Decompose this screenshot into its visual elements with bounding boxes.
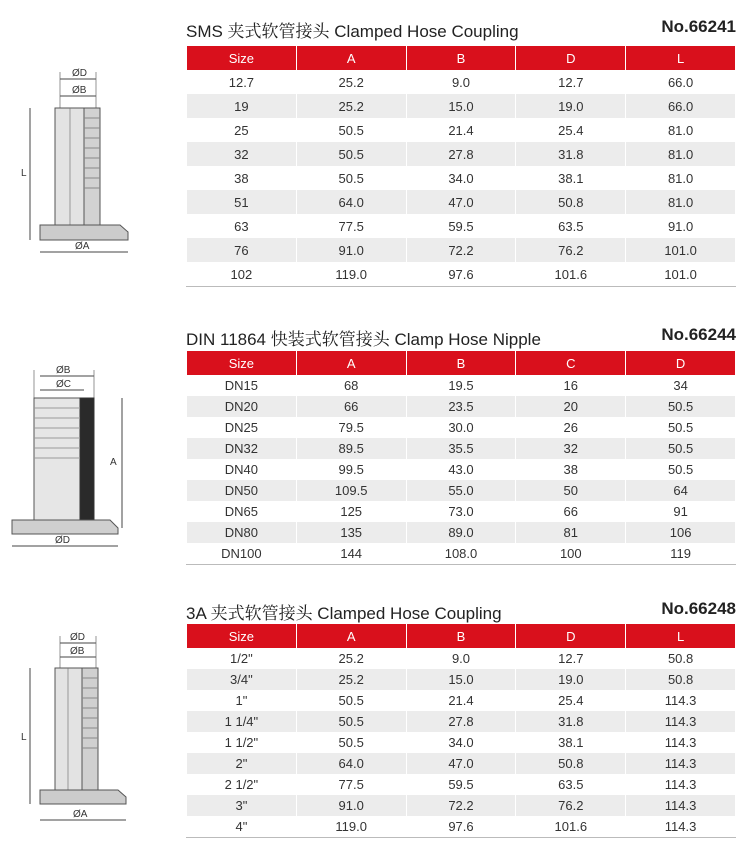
col-header: Size (187, 351, 297, 375)
col-header: B (406, 624, 516, 648)
table-cell: 50.8 (626, 669, 736, 690)
section-title-row (186, 322, 736, 348)
table-cell: 50.5 (296, 732, 406, 753)
col-header: A (296, 46, 406, 70)
table-cell: 9.0 (406, 70, 516, 94)
table-row (187, 375, 736, 396)
table-cell: 38 (516, 459, 626, 480)
table-cell: 114.3 (626, 816, 736, 838)
dim-label-top2: ØB (72, 85, 87, 96)
table-header-row (187, 624, 736, 648)
table-cell: 38.1 (516, 732, 626, 753)
table-row (187, 142, 736, 166)
col-header: D (516, 624, 626, 648)
table-cell: 15.0 (406, 94, 516, 118)
table-cell: 26 (516, 417, 626, 438)
table-cell: 12.7 (516, 648, 626, 669)
table-cell: 4" (187, 816, 297, 838)
table-cell: 135 (296, 522, 406, 543)
table-cell: 1 1/2" (187, 732, 297, 753)
col-header: D (516, 46, 626, 70)
table-cell: 81.0 (626, 190, 736, 214)
table-cell: 25.2 (296, 94, 406, 118)
table-cell: 21.4 (406, 690, 516, 711)
table-cell: 79.5 (296, 417, 406, 438)
table-cell: 114.3 (626, 774, 736, 795)
table-cell: DN80 (187, 522, 297, 543)
table-row (187, 238, 736, 262)
table-row (187, 501, 736, 522)
table-cell: 50.5 (296, 711, 406, 732)
table-cell: 114.3 (626, 795, 736, 816)
table-cell: 77.5 (296, 214, 406, 238)
table-cell: 30.0 (406, 417, 516, 438)
table-row (187, 459, 736, 480)
table-cell: 91.0 (296, 795, 406, 816)
3a-coupling-drawing (0, 0, 180, 867)
table-row (187, 190, 736, 214)
table-row (187, 166, 736, 190)
table-cell: 102 (187, 262, 297, 287)
dim-label-bottom: ØA (75, 241, 90, 252)
col-header: Size (187, 46, 297, 70)
table-row (187, 711, 736, 732)
table-cell: 34.0 (406, 166, 516, 190)
dim-label-bottom: ØA (73, 809, 88, 820)
table-cell: 25.2 (296, 648, 406, 669)
table-cell: 114.3 (626, 732, 736, 753)
table-row (187, 94, 736, 118)
table-cell: 77.5 (296, 774, 406, 795)
spec-table (186, 624, 736, 838)
table-cell: 114.3 (626, 690, 736, 711)
dim-label-side: L (21, 168, 27, 179)
table-cell: 19.5 (406, 375, 516, 396)
table-cell: 108.0 (406, 543, 516, 565)
table-cell: 3/4" (187, 669, 297, 690)
dim-label-top1: ØD (70, 632, 85, 643)
table-cell: 25.4 (516, 690, 626, 711)
table-cell: 64.0 (296, 753, 406, 774)
table-cell: 97.6 (406, 816, 516, 838)
table-cell: 19 (187, 94, 297, 118)
table-cell: 109.5 (296, 480, 406, 501)
table-cell: 100 (516, 543, 626, 565)
table-cell: 66.0 (626, 70, 736, 94)
table-cell: 50.5 (626, 396, 736, 417)
table-row (187, 417, 736, 438)
table-cell: 19.0 (516, 94, 626, 118)
dim-label-top2: ØC (56, 379, 71, 390)
table-cell: 81.0 (626, 142, 736, 166)
col-header: L (626, 46, 736, 70)
table-cell: 76.2 (516, 238, 626, 262)
table-row (187, 732, 736, 753)
table-cell: 89.5 (296, 438, 406, 459)
table-header-row (187, 351, 736, 375)
table-cell: 38 (187, 166, 297, 190)
section-title-row (186, 596, 736, 622)
table-cell: 97.6 (406, 262, 516, 287)
table-cell: 101.0 (626, 262, 736, 287)
table-cell: 1/2" (187, 648, 297, 669)
table-cell: 2 1/2" (187, 774, 297, 795)
table-cell: 81 (516, 522, 626, 543)
spec-table (186, 46, 736, 287)
table-cell: 63 (187, 214, 297, 238)
table-header-row (187, 46, 736, 70)
col-header: B (406, 46, 516, 70)
table-cell: 66.0 (626, 94, 736, 118)
table-cell: 76.2 (516, 795, 626, 816)
table-cell: DN50 (187, 480, 297, 501)
table-cell: DN20 (187, 396, 297, 417)
table-cell: 114.3 (626, 753, 736, 774)
table-cell: 27.8 (406, 711, 516, 732)
table-row (187, 816, 736, 838)
table-cell: 66 (296, 396, 406, 417)
table-row (187, 669, 736, 690)
table-cell: 144 (296, 543, 406, 565)
table-cell: DN32 (187, 438, 297, 459)
table-row (187, 795, 736, 816)
table-cell: 63.5 (516, 774, 626, 795)
table-cell: 23.5 (406, 396, 516, 417)
col-header: D (626, 351, 736, 375)
table-cell: 21.4 (406, 118, 516, 142)
product-number: No.66241 (661, 17, 736, 36)
table-cell: 81.0 (626, 166, 736, 190)
table-row (187, 214, 736, 238)
col-header: Size (187, 624, 297, 648)
table-cell: 16 (516, 375, 626, 396)
table-cell: 25 (187, 118, 297, 142)
table-cell: 25.2 (296, 669, 406, 690)
table-cell: 1 1/4" (187, 711, 297, 732)
dim-label-side: L (21, 732, 27, 743)
table-cell: 50.5 (296, 690, 406, 711)
table-row (187, 480, 736, 501)
table-cell: 76 (187, 238, 297, 262)
table-cell: 89.0 (406, 522, 516, 543)
dim-label-top1: ØB (56, 365, 71, 376)
dim-label-bottom: ØD (55, 535, 70, 546)
table-cell: 72.2 (406, 238, 516, 262)
section-title: SMS 夹式软管接头 Clamped Hose Coupling (186, 22, 519, 41)
col-header: A (296, 624, 406, 648)
table-cell: 25.4 (516, 118, 626, 142)
table-cell: DN25 (187, 417, 297, 438)
spec-table (186, 351, 736, 565)
col-header: L (626, 624, 736, 648)
table-cell: 59.5 (406, 774, 516, 795)
table-cell: 34 (626, 375, 736, 396)
table-cell: 101.6 (516, 816, 626, 838)
table-cell: 50 (516, 480, 626, 501)
table-cell: 50.8 (516, 753, 626, 774)
table-cell: 99.5 (296, 459, 406, 480)
dim-label-top1: ØD (72, 68, 87, 79)
table-cell: 25.2 (296, 70, 406, 94)
table-row (187, 774, 736, 795)
table-cell: 68 (296, 375, 406, 396)
table-cell: 15.0 (406, 669, 516, 690)
table-row (187, 438, 736, 459)
table-cell: 114.3 (626, 711, 736, 732)
table-cell: 2" (187, 753, 297, 774)
table-cell: 50.5 (296, 118, 406, 142)
table-cell: 101.6 (516, 262, 626, 287)
col-header: B (406, 351, 516, 375)
section-title-row (186, 14, 736, 40)
table-cell: DN15 (187, 375, 297, 396)
table-cell: 32 (516, 438, 626, 459)
table-cell: 12.7 (187, 70, 297, 94)
table-cell: 119.0 (296, 816, 406, 838)
table-cell: 64.0 (296, 190, 406, 214)
table-row (187, 690, 736, 711)
table-row (187, 118, 736, 142)
table-cell: 34.0 (406, 732, 516, 753)
product-number: No.66244 (661, 325, 736, 344)
table-cell: 106 (626, 522, 736, 543)
table-cell: 64 (626, 480, 736, 501)
table-cell: 50.5 (626, 417, 736, 438)
table-cell: 50.5 (626, 438, 736, 459)
table-cell: 47.0 (406, 753, 516, 774)
table-cell: 125 (296, 501, 406, 522)
dim-label-side: A (110, 457, 117, 468)
table-cell: 66 (516, 501, 626, 522)
table-cell: 32 (187, 142, 297, 166)
section-title: DIN 11864 快装式软管接头 Clamp Hose Nipple (186, 330, 541, 349)
table-cell: 19.0 (516, 669, 626, 690)
table-cell: 35.5 (406, 438, 516, 459)
table-cell: 9.0 (406, 648, 516, 669)
table-row (187, 396, 736, 417)
table-cell: 50.8 (516, 190, 626, 214)
table-cell: 51 (187, 190, 297, 214)
table-cell: DN65 (187, 501, 297, 522)
table-cell: 101.0 (626, 238, 736, 262)
table-cell: 55.0 (406, 480, 516, 501)
table-cell: 50.5 (626, 459, 736, 480)
table-cell: 31.8 (516, 142, 626, 166)
table-cell: 91.0 (296, 238, 406, 262)
table-cell: 72.2 (406, 795, 516, 816)
dim-label-top2: ØB (70, 646, 85, 657)
table-row (187, 70, 736, 94)
table-cell: 3" (187, 795, 297, 816)
table-cell: 38.1 (516, 166, 626, 190)
table-cell: 20 (516, 396, 626, 417)
table-cell: 50.5 (296, 166, 406, 190)
product-number: No.66248 (661, 599, 736, 618)
table-cell: 43.0 (406, 459, 516, 480)
table-cell: 63.5 (516, 214, 626, 238)
table-cell: 59.5 (406, 214, 516, 238)
table-cell: 47.0 (406, 190, 516, 214)
col-header: A (296, 351, 406, 375)
table-cell: 50.8 (626, 648, 736, 669)
table-cell: 91 (626, 501, 736, 522)
table-cell: DN100 (187, 543, 297, 565)
table-cell: DN40 (187, 459, 297, 480)
table-row (187, 543, 736, 565)
table-cell: 73.0 (406, 501, 516, 522)
table-cell: 81.0 (626, 118, 736, 142)
table-cell: 31.8 (516, 711, 626, 732)
table-cell: 12.7 (516, 70, 626, 94)
table-cell: 119.0 (296, 262, 406, 287)
table-row (187, 522, 736, 543)
table-cell: 1" (187, 690, 297, 711)
table-row (187, 648, 736, 669)
table-row (187, 262, 736, 287)
table-cell: 119 (626, 543, 736, 565)
table-cell: 50.5 (296, 142, 406, 166)
table-cell: 27.8 (406, 142, 516, 166)
section-title: 3A 夹式软管接头 Clamped Hose Coupling (186, 604, 502, 623)
table-row (187, 753, 736, 774)
col-header: C (516, 351, 626, 375)
table-cell: 91.0 (626, 214, 736, 238)
